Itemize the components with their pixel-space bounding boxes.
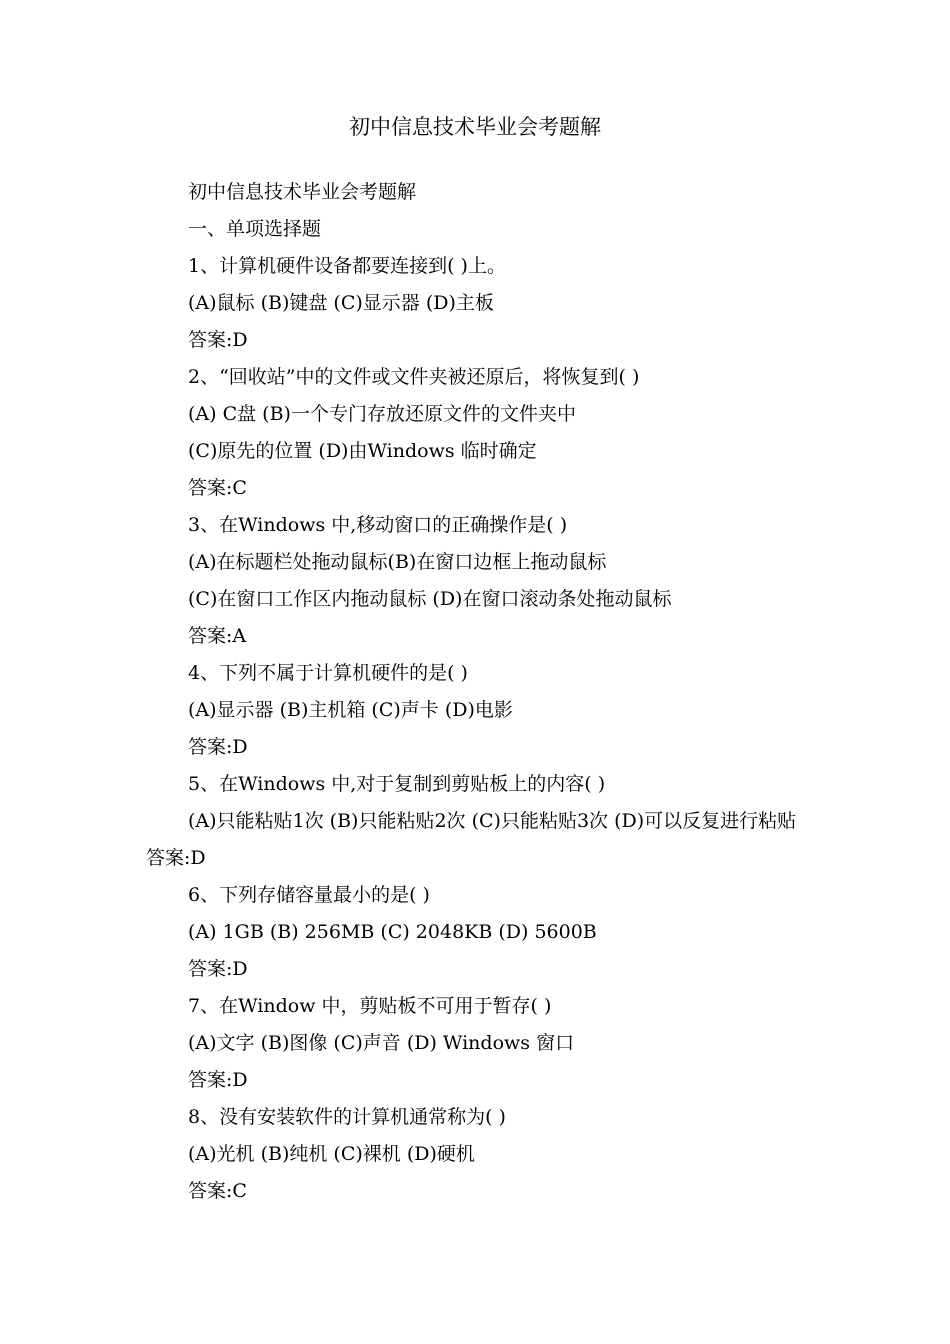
- question-7-answer: 答案:D: [188, 1069, 248, 1091]
- question-3: 3、在Windows 中,移动窗口的正确操作是( ): [188, 514, 568, 536]
- question-3-options-c-d: (C)在窗口工作区内拖动鼠标 (D)在窗口滚动条处拖动鼠标: [188, 588, 672, 610]
- question-2-options-c-d: (C)原先的位置 (D)由Windows 临时确定: [188, 440, 537, 462]
- question-4-answer: 答案:D: [188, 736, 248, 758]
- section-heading: 一、单项选择题: [188, 218, 322, 240]
- question-1: 1、计算机硬件设备都要连接到( )上。: [188, 255, 506, 277]
- question-7: 7、在Window 中，剪贴板不可用于暂存( ): [188, 995, 552, 1017]
- question-6-answer: 答案:D: [188, 958, 248, 980]
- question-1-options: (A)鼠标 (B)键盘 (C)显示器 (D)主板: [188, 292, 494, 314]
- question-2: 2、“回收站”中的文件或文件夹被还原后，将恢复到( ): [188, 366, 640, 388]
- document-body: [146, 174, 826, 1210]
- question-3-options-a-b: (A)在标题栏处拖动鼠标(B)在窗口边框上拖动鼠标: [188, 551, 607, 573]
- document-title: 初中信息技术毕业会考题解: [349, 115, 601, 139]
- question-5-options-and-answer: (A)只能粘贴1次 (B)只能粘贴2次 (C)只能粘贴3次 (D)可以反复进行粘贴答案:D: [146, 810, 797, 869]
- question-8: 8、没有安装软件的计算机通常称为( ): [188, 1106, 506, 1128]
- question-7-options: (A)文字 (B)图像 (C)声音 (D) Windows 窗口: [188, 1032, 575, 1054]
- question-8-options: (A)光机 (B)纯机 (C)裸机 (D)硬机: [188, 1143, 475, 1165]
- question-6: 6、下列存储容量最小的是( ): [188, 884, 430, 906]
- question-1-answer: 答案:D: [188, 329, 248, 351]
- question-4-options: (A)显示器 (B)主机箱 (C)声卡 (D)电影: [188, 699, 513, 721]
- body-heading: 初中信息技术毕业会考题解: [188, 181, 417, 203]
- question-4: 4、下列不属于计算机硬件的是( ): [188, 662, 468, 684]
- question-6-options: (A) 1GB (B) 256MB (C) 2048KB (D) 5600B: [188, 921, 597, 943]
- question-8-answer: 答案:C: [188, 1180, 247, 1202]
- question-5: 5、在Windows 中,对于复制到剪贴板上的内容( ): [188, 773, 606, 795]
- question-3-answer: 答案:A: [188, 625, 247, 647]
- question-2-answer: 答案:C: [188, 477, 247, 499]
- question-2-options-a-b: (A) C盘 (B)一个专门存放还原文件的文件夹中: [188, 403, 576, 425]
